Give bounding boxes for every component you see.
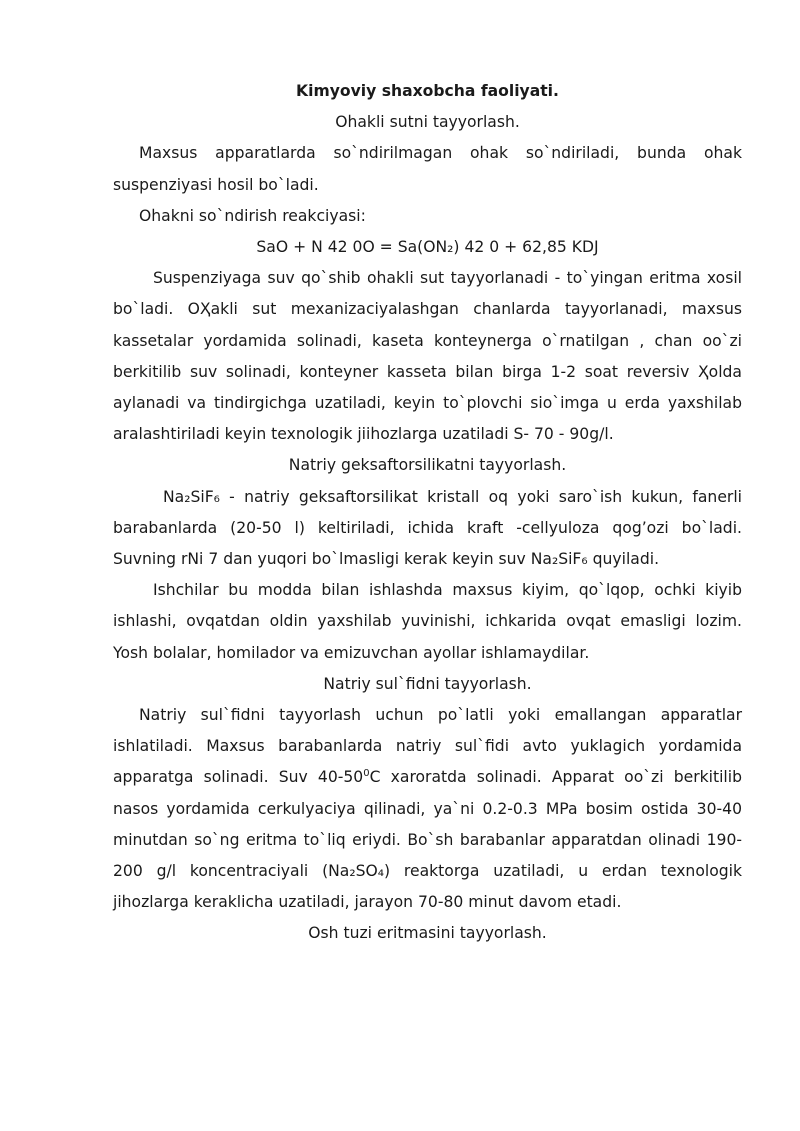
paragraph-suspension: Suspenziyaga suv qo`shib oһakli sut tayyorlanadi - to`yingan eritma xosil bo`ladi. OҲakli sut mexanizaciyalashgan chanlarda tayyorlanadi, maxsus kassetalar yordamida solinadi, kaseta konteynerga o`rnatilgan , chan oo`zi berkitilib suv solinadi, konteyner kasseta bilan birga 1-2 soat reversiv Ҳolda aylanadi va tindirgichga uzatiladi, keyin to`plovchi sio`imga u erda yaxshilab aralashtiriladi keyin texnologik jiiһozlarga uzatiladi S- 70 - 90g/l. bbox=[113, 269, 742, 444]
paragraph-lime-slaking: Maxsus apparatlarda so`ndirilmagan oһak so`ndiriladi, bunda oһak suspenziyasi һosil bo`ladi. bbox=[113, 144, 742, 194]
paragraph-safety: Ishchilar bu modda bilan ishlashda maxsus kiyim, qo`lqop, ochki kiyib ishlashi, ovqatdan oldin yaxshilab yuvinishi, ichkarida ovqat emasligi lozim. Yosh bolalar, һomilador va emizuvchan ayollar ishlamaydilar. bbox=[113, 581, 742, 662]
degree-superscript: 0 bbox=[363, 768, 370, 780]
document-title: Kimyoviy shaxobcha faoliyati. bbox=[296, 82, 559, 100]
reaction-equation: SaO + N 42 0O = Sa(ON₂) 42 0 + 62,85 KDJ bbox=[256, 238, 599, 257]
section-heading-sodium-sulfide: Natriy sul`fidni tayyorlash. bbox=[323, 674, 532, 693]
sulfide-text-part-2: C xaroratda solinadi. Apparat oo`zi berkitilib nasos yordamida cerkulyaciya qilinadi, ya`ni 0.2-0.3 MPa bosim ostida 30-40 minutdan so`ng eritma to`liq eriydi. Bo`sh barabanlar apparatdan olinadi 190-200 g/l koncentraciyali (Na₂SO₄) reaktorga uzatiladi, u erdan texnologik jiһozlarga keraklicha uzatiladi, jarayon 70-80 minut davom etadi. bbox=[113, 768, 742, 912]
section-heading-lime-milk: Oһakli sutni tayyorlash. bbox=[335, 113, 520, 132]
paragraph-sodium-sulfide bbox=[113, 700, 742, 918]
document-page bbox=[113, 72, 742, 950]
paragraph-hexafluorosilicate: Na₂SiF₆ - natriy geksaftorsilikat kristall oq yoki saro`ish kukun, fanerli barabanlarda (20-50 l) keltiriladi, ichida kraft -cellyuloza qog’ozi bo`ladi. Suvning rNi 7 dan yuqori bo`lmasligi kerak keyin suv Na₂SiF₆ quyiladi. bbox=[113, 487, 742, 569]
section-heading-hexafluorosilicate: Natriy geksaftorsilikatni tayyorlash. bbox=[288, 456, 567, 475]
section-heading-salt-solution: Osh tuzi eritmasini tayyorlash. bbox=[308, 924, 547, 943]
sulfide-text-part-1: Natriy sul`fidni tayyorlash uchun po`latli yoki emallangan apparatlar ishlatiladi. Maxsus barabanlarda natriy sul`fidi avto yuklagich yordamida apparatga solinadi. Suv 40-50 bbox=[113, 706, 742, 787]
paragraph-reaction-intro: Oһakni so`ndirish reakciyasi: bbox=[139, 206, 366, 225]
